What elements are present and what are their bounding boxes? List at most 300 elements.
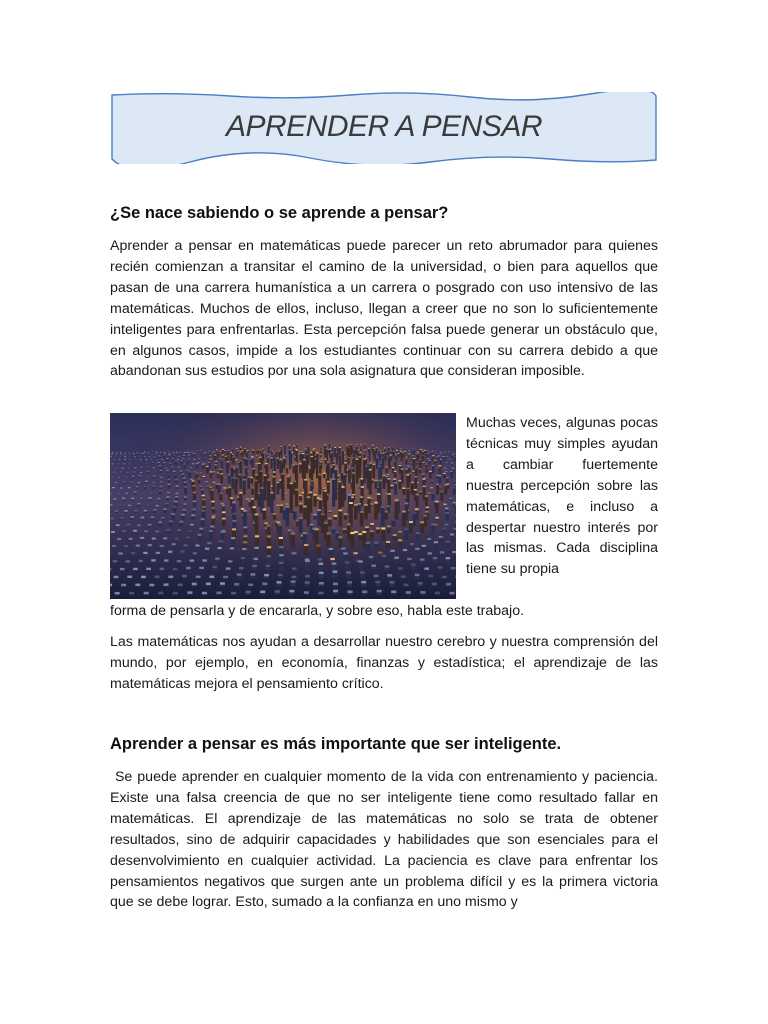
landscape-light bbox=[405, 468, 407, 469]
landscape-light bbox=[310, 452, 312, 453]
landscape-light bbox=[431, 524, 435, 526]
landscape-light bbox=[283, 457, 285, 458]
landscape-light bbox=[392, 519, 396, 521]
landscape-light bbox=[242, 548, 246, 550]
landscape-light bbox=[370, 523, 374, 525]
landscape-light bbox=[232, 520, 236, 522]
landscape-light bbox=[255, 547, 259, 549]
landscape-light bbox=[127, 524, 131, 526]
landscape-light bbox=[285, 454, 287, 455]
landscape-pillar bbox=[399, 465, 401, 473]
landscape-pillar bbox=[411, 482, 414, 495]
landscape-light bbox=[252, 565, 257, 567]
landscape-light bbox=[188, 458, 190, 459]
landscape-light bbox=[427, 538, 431, 540]
landscape-light bbox=[128, 487, 131, 488]
landscape-light bbox=[222, 518, 226, 520]
landscape-light bbox=[116, 467, 118, 468]
landscape-light bbox=[377, 590, 382, 593]
landscape-light bbox=[439, 465, 441, 466]
landscape-light bbox=[186, 460, 188, 461]
landscape-light bbox=[133, 530, 137, 532]
landscape-light bbox=[140, 472, 142, 473]
landscape-light bbox=[230, 547, 234, 549]
landscape-light bbox=[232, 502, 236, 504]
landscape-pillar bbox=[330, 467, 332, 478]
landscape-light bbox=[279, 459, 281, 460]
landscape-light bbox=[215, 557, 219, 559]
landscape-light bbox=[148, 452, 149, 453]
landscape-light bbox=[243, 475, 246, 476]
landscape-light bbox=[180, 521, 184, 523]
landscape-light bbox=[305, 449, 307, 450]
landscape-light bbox=[169, 453, 171, 454]
landscape-light bbox=[127, 472, 129, 473]
landscape-light bbox=[264, 451, 265, 452]
landscape-light bbox=[223, 487, 226, 488]
landscape-light bbox=[153, 482, 156, 483]
landscape-light bbox=[346, 445, 348, 446]
landscape-light bbox=[156, 552, 160, 554]
landscape-pillar bbox=[435, 501, 438, 513]
landscape-light bbox=[442, 528, 446, 530]
landscape-light bbox=[362, 531, 366, 533]
landscape-light bbox=[378, 480, 381, 482]
landscape-light bbox=[434, 460, 436, 461]
landscape-light bbox=[129, 538, 133, 540]
landscape-light bbox=[407, 454, 409, 455]
landscape-light bbox=[399, 480, 402, 481]
landscape-light bbox=[112, 487, 115, 488]
landscape-light bbox=[428, 460, 430, 461]
landscape-light bbox=[160, 545, 164, 547]
landscape-light bbox=[250, 459, 252, 460]
landscape-light bbox=[121, 584, 126, 586]
landscape-light bbox=[122, 530, 126, 532]
landscape-light bbox=[116, 452, 117, 453]
landscape-light bbox=[280, 446, 281, 447]
landscape-pillar bbox=[374, 502, 378, 520]
landscape-light bbox=[336, 452, 338, 453]
landscape-light bbox=[431, 480, 434, 481]
landscape-pillar bbox=[295, 489, 298, 507]
landscape-light bbox=[392, 467, 394, 468]
landscape-light bbox=[306, 454, 308, 455]
landscape-light bbox=[329, 443, 331, 444]
landscape-light bbox=[358, 456, 360, 457]
landscape-light bbox=[352, 472, 355, 473]
landscape-light bbox=[444, 468, 446, 469]
landscape-light bbox=[250, 477, 253, 478]
landscape-light bbox=[118, 477, 120, 478]
landscape-light bbox=[273, 471, 276, 472]
landscape-light bbox=[192, 583, 197, 585]
landscape-light bbox=[344, 456, 346, 457]
landscape-light bbox=[324, 445, 326, 446]
landscape-light bbox=[176, 485, 179, 486]
landscape-light bbox=[430, 487, 433, 488]
landscape-pillar bbox=[307, 496, 311, 526]
landscape-light bbox=[299, 495, 302, 497]
landscape-light bbox=[160, 481, 163, 482]
landscape-light bbox=[446, 477, 449, 478]
landscape-light bbox=[117, 538, 121, 540]
landscape-light bbox=[251, 498, 254, 500]
landscape-light bbox=[293, 445, 295, 446]
landscape-light bbox=[424, 568, 429, 570]
landscape-pillar bbox=[281, 473, 284, 501]
landscape-light bbox=[236, 448, 237, 449]
landscape-light bbox=[205, 481, 208, 482]
landscape-pillar bbox=[326, 532, 330, 547]
landscape-light bbox=[266, 565, 271, 567]
landscape-light bbox=[193, 471, 195, 472]
landscape-light bbox=[252, 506, 256, 508]
landscape-light bbox=[247, 477, 250, 478]
landscape-light bbox=[219, 540, 223, 542]
landscape-light bbox=[120, 517, 124, 519]
landscape-pillar bbox=[406, 474, 409, 489]
landscape-light bbox=[255, 480, 258, 482]
landscape-light bbox=[320, 454, 322, 455]
landscape-light bbox=[420, 449, 421, 450]
landscape-light bbox=[427, 453, 429, 454]
landscape-light bbox=[449, 592, 454, 595]
landscape-light bbox=[154, 456, 156, 457]
landscape-light bbox=[356, 459, 359, 460]
landscape-light bbox=[332, 562, 337, 564]
landscape-light bbox=[182, 575, 187, 577]
landscape-light bbox=[138, 560, 142, 562]
landscape-light bbox=[404, 451, 406, 452]
landscape-light bbox=[256, 463, 258, 464]
landscape-light bbox=[151, 516, 155, 518]
landscape-light bbox=[120, 487, 123, 488]
landscape-light bbox=[190, 559, 194, 561]
landscape-light bbox=[267, 546, 271, 548]
landscape-light bbox=[160, 486, 163, 487]
landscape-light bbox=[133, 568, 138, 570]
landscape-light bbox=[403, 452, 405, 453]
landscape-light bbox=[177, 529, 181, 531]
landscape-light bbox=[406, 591, 411, 594]
landscape-light bbox=[432, 465, 434, 466]
landscape-light bbox=[305, 560, 310, 562]
landscape-light bbox=[182, 458, 184, 459]
landscape-light bbox=[384, 447, 385, 448]
landscape-light bbox=[313, 514, 317, 516]
landscape-light bbox=[388, 450, 390, 451]
landscape-light bbox=[453, 502, 456, 504]
landscape-pillar bbox=[376, 457, 378, 469]
landscape-light bbox=[273, 457, 275, 458]
landscape-light bbox=[341, 548, 345, 550]
landscape-light bbox=[184, 482, 187, 483]
landscape-pillar bbox=[296, 450, 298, 465]
landscape-light bbox=[145, 481, 148, 482]
landscape-pillar bbox=[332, 478, 335, 506]
landscape-light bbox=[164, 583, 169, 585]
landscape-light bbox=[156, 452, 157, 453]
landscape-light bbox=[153, 467, 155, 468]
landscape-light bbox=[401, 468, 404, 469]
landscape-light bbox=[279, 554, 283, 556]
landscape-light bbox=[113, 560, 117, 562]
landscape-light bbox=[428, 452, 429, 453]
landscape-light bbox=[381, 528, 385, 530]
landscape-pillar bbox=[364, 504, 368, 520]
landscape-light bbox=[151, 454, 153, 455]
landscape-light bbox=[236, 459, 238, 460]
landscape-light bbox=[242, 450, 244, 451]
landscape-light bbox=[246, 450, 248, 451]
landscape-light bbox=[440, 452, 441, 453]
landscape-light bbox=[415, 509, 419, 511]
landscape-light bbox=[345, 459, 347, 460]
landscape-pillar bbox=[425, 495, 428, 506]
landscape-light bbox=[209, 530, 213, 532]
landscape-light bbox=[358, 560, 363, 562]
landscape-light bbox=[318, 558, 322, 560]
landscape-light bbox=[122, 498, 125, 500]
landscape-pillar bbox=[230, 452, 232, 461]
landscape-light bbox=[299, 503, 302, 505]
landscape-pillar bbox=[338, 481, 341, 513]
landscape-light bbox=[344, 513, 348, 515]
landscape-light bbox=[369, 556, 373, 558]
landscape-light bbox=[404, 584, 409, 586]
landscape-pillar bbox=[311, 456, 314, 484]
landscape-light bbox=[147, 453, 149, 454]
landscape-light bbox=[311, 480, 314, 481]
landscape-light bbox=[155, 531, 159, 533]
landscape-pillar bbox=[444, 484, 447, 494]
landscape-light bbox=[134, 491, 137, 492]
landscape-light bbox=[144, 592, 149, 595]
landscape-light bbox=[129, 592, 134, 595]
landscape-light bbox=[152, 485, 155, 486]
landscape-light bbox=[212, 454, 214, 455]
landscape-light bbox=[233, 513, 237, 515]
landscape-light bbox=[289, 449, 291, 450]
landscape-light bbox=[187, 452, 189, 453]
landscape-light bbox=[299, 517, 303, 519]
landscape-light bbox=[222, 449, 224, 450]
landscape-pillar bbox=[439, 465, 441, 473]
landscape-light bbox=[378, 466, 381, 467]
landscape-light bbox=[330, 558, 334, 560]
landscape-light bbox=[332, 527, 336, 529]
landscape-light bbox=[425, 511, 429, 513]
landscape-light bbox=[165, 468, 167, 469]
landscape-light bbox=[272, 476, 275, 478]
landscape-light bbox=[386, 451, 388, 452]
landscape-light bbox=[358, 533, 362, 535]
landscape-pillar bbox=[283, 457, 285, 468]
landscape-light bbox=[427, 458, 429, 459]
landscape-light bbox=[220, 458, 222, 459]
landscape-pillar bbox=[355, 446, 357, 455]
landscape-light bbox=[271, 449, 273, 450]
landscape-light bbox=[164, 453, 166, 454]
landscape-light bbox=[442, 576, 447, 578]
landscape-light bbox=[395, 454, 397, 455]
landscape-light bbox=[422, 451, 424, 452]
landscape-light bbox=[402, 511, 406, 513]
landscape-light bbox=[253, 450, 255, 451]
landscape-light bbox=[276, 482, 279, 483]
landscape-light bbox=[411, 482, 414, 483]
landscape-light bbox=[146, 471, 148, 472]
landscape-pillar bbox=[289, 449, 291, 469]
landscape-light bbox=[202, 506, 205, 508]
landscape-light bbox=[395, 500, 399, 502]
landscape-light bbox=[444, 484, 447, 485]
landscape-light bbox=[422, 449, 424, 450]
landscape-light bbox=[120, 456, 122, 457]
landscape-light bbox=[319, 498, 322, 500]
landscape-light bbox=[325, 459, 327, 460]
landscape-light bbox=[131, 552, 135, 554]
landscape-pillar bbox=[339, 509, 343, 526]
landscape-light bbox=[332, 446, 333, 447]
landscape-pillar bbox=[348, 468, 351, 483]
landscape-light bbox=[198, 534, 202, 536]
landscape-light bbox=[338, 536, 342, 538]
landscape-light bbox=[212, 507, 215, 509]
landscape-light bbox=[302, 451, 304, 452]
landscape-light bbox=[446, 557, 450, 559]
landscape-light bbox=[120, 452, 121, 453]
landscape-light bbox=[135, 463, 137, 464]
landscape-pillar bbox=[293, 464, 295, 473]
landscape-light bbox=[438, 455, 440, 456]
landscape-light bbox=[211, 489, 214, 491]
landscape-light bbox=[446, 462, 448, 463]
landscape-light bbox=[279, 537, 283, 539]
landscape-pillar bbox=[374, 450, 376, 461]
landscape-light bbox=[160, 451, 161, 452]
landscape-light bbox=[186, 470, 188, 471]
landscape-light bbox=[422, 455, 424, 456]
landscape-light bbox=[401, 465, 403, 466]
landscape-light bbox=[115, 482, 118, 483]
landscape-light bbox=[369, 448, 371, 449]
landscape-light bbox=[128, 505, 131, 507]
landscape-pillar bbox=[276, 482, 279, 495]
landscape-pillar bbox=[255, 480, 258, 501]
landscape-light bbox=[428, 552, 432, 554]
landscape-light bbox=[351, 444, 353, 445]
landscape-pillar bbox=[324, 445, 326, 458]
landscape-light bbox=[414, 489, 417, 491]
landscape-light bbox=[349, 444, 351, 445]
landscape-light bbox=[327, 462, 330, 463]
landscape-light bbox=[211, 501, 214, 503]
landscape-light bbox=[246, 591, 251, 594]
landscape-light bbox=[136, 486, 139, 487]
landscape-light bbox=[193, 500, 196, 502]
landscape-light bbox=[417, 452, 419, 453]
landscape-light bbox=[123, 463, 125, 464]
landscape-light bbox=[398, 539, 402, 541]
landscape-light bbox=[376, 527, 380, 529]
landscape-light bbox=[453, 528, 456, 530]
landscape-light bbox=[284, 456, 286, 457]
landscape-light bbox=[206, 583, 211, 585]
landscape-light bbox=[145, 459, 147, 460]
landscape-light bbox=[163, 462, 165, 463]
landscape-light bbox=[260, 449, 261, 450]
landscape-light bbox=[113, 472, 115, 473]
landscape-light bbox=[168, 484, 171, 485]
landscape-light bbox=[405, 502, 409, 504]
landscape-light bbox=[374, 502, 378, 504]
landscape-light bbox=[355, 446, 357, 447]
landscape-pillar bbox=[388, 493, 391, 507]
landscape-light bbox=[210, 471, 212, 472]
landscape-light bbox=[398, 531, 402, 533]
landscape-light bbox=[295, 489, 298, 491]
landscape-pillar bbox=[413, 458, 415, 469]
landscape-light bbox=[200, 472, 202, 473]
landscape-light bbox=[153, 471, 155, 472]
landscape-light bbox=[263, 509, 267, 511]
landscape-light bbox=[248, 584, 253, 586]
landscape-light bbox=[388, 493, 391, 495]
landscape-light bbox=[202, 559, 206, 561]
landscape-light bbox=[136, 545, 140, 547]
landscape-light bbox=[291, 580, 296, 582]
landscape-light bbox=[172, 543, 176, 545]
landscape-light bbox=[304, 591, 309, 594]
landscape-light bbox=[387, 574, 392, 576]
landscape-light bbox=[166, 470, 168, 471]
landscape-light bbox=[337, 446, 339, 447]
landscape-light bbox=[126, 560, 130, 562]
landscape-pillar bbox=[264, 474, 267, 500]
section2-paragraph1: Se puede aprender en cualquier momento de la vida con entrenamiento y paciencia. Existe una falsa creencia de que no ser inteligente tiene como resultado fallar en matemáticas. El aprendizaje de las matemáticas no solo se trata de obtener resultados, sino de adquirir capacidades y habilidades que son esenciales para el desenvolvimiento en cualquier actividad. La paciencia es clave para enfrentar los pensamientos negativos que surgen ante un problema difícil y es la primera victoria que se debe lograr. Esto, sumado a la confianza en uno mismo y bbox=[110, 769, 662, 911]
landscape-light bbox=[387, 474, 389, 475]
landscape-light bbox=[210, 526, 214, 528]
landscape-light bbox=[436, 484, 439, 485]
landscape-light bbox=[376, 457, 378, 458]
landscape-light bbox=[439, 536, 443, 538]
landscape-light bbox=[320, 447, 321, 448]
landscape-light bbox=[115, 592, 120, 595]
landscape-light bbox=[241, 508, 244, 510]
landscape-light bbox=[318, 592, 323, 595]
landscape-light bbox=[348, 468, 351, 469]
landscape-light bbox=[238, 474, 240, 475]
landscape-light bbox=[417, 453, 419, 454]
landscape-pillar bbox=[436, 484, 439, 495]
landscape-light bbox=[374, 542, 378, 544]
landscape-light bbox=[202, 464, 204, 465]
landscape-pillar bbox=[401, 451, 403, 460]
landscape-light bbox=[300, 453, 302, 454]
landscape-pillar bbox=[300, 453, 302, 461]
landscape-light bbox=[196, 473, 198, 474]
landscape-pillar bbox=[342, 450, 344, 464]
landscape-light bbox=[364, 504, 368, 506]
landscape-light bbox=[198, 456, 200, 457]
landscape-light bbox=[138, 453, 140, 454]
landscape-light bbox=[382, 457, 384, 458]
landscape-light bbox=[217, 451, 219, 452]
landscape-light bbox=[116, 524, 120, 526]
landscape-pillar bbox=[244, 448, 246, 455]
